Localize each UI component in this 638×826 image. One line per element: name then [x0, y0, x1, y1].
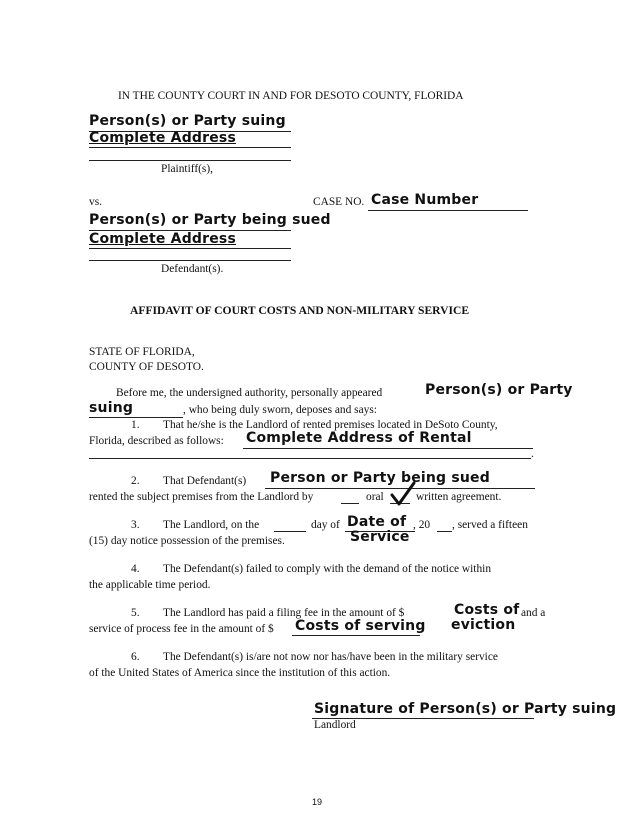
- p5-eviction-fill: eviction: [451, 617, 516, 633]
- p6-number: 6.: [131, 651, 140, 663]
- p6-text: The Defendant(s) is/are not now nor has/have been in the military service: [163, 651, 498, 663]
- p1-extra-line: [89, 458, 531, 459]
- defendant-address-line: [89, 248, 291, 249]
- plaintiff-label: Plaintiff(s),: [161, 163, 213, 175]
- p3-text-a: The Landlord, on the: [163, 519, 260, 531]
- check-mark-icon: [389, 481, 417, 507]
- p2-text: That Defendant(s): [163, 475, 247, 487]
- p4-number: 4.: [131, 563, 140, 575]
- p1-fill-line: [243, 448, 533, 449]
- p3-year-blank: [437, 531, 452, 532]
- p3-day-blank: [274, 531, 306, 532]
- p2-text2: rented the subject premises from the Landlord by: [89, 491, 314, 503]
- p3-date-fill: Date of: [347, 514, 407, 530]
- defendant-extra-line: [89, 260, 291, 261]
- case-label: CASE NO.: [313, 196, 365, 208]
- p3-text-b: day of: [311, 519, 340, 531]
- p3-text-d: , served a fifteen: [452, 519, 528, 531]
- p5-text2: service of process fee in the amount of $: [89, 623, 274, 635]
- p2-written-label: written agreement.: [416, 491, 502, 503]
- court-header: IN THE COUNTY COURT IN AND FOR DESOTO COUNTY, FLORIDA: [118, 90, 464, 102]
- p5-end: and a: [521, 607, 546, 619]
- county-line: COUNTY OF DESOTO.: [89, 361, 204, 373]
- p4-text2: the applicable time period.: [89, 579, 211, 591]
- affidavit-title: AFFIDAVIT OF COURT COSTS AND NON-MILITARY SERVICE: [130, 304, 470, 317]
- vs-label: vs.: [89, 196, 102, 208]
- page-number: 19: [312, 797, 323, 807]
- p5-service-fee-fill: Costs of serving: [295, 618, 426, 634]
- p3-number: 3.: [131, 519, 140, 531]
- intro-text: Before me, the undersigned authority, personally appeared: [116, 387, 383, 399]
- defendant-address: Complete Address: [89, 231, 237, 247]
- p1-number: 1.: [131, 419, 140, 431]
- p2-oral-blank: [341, 503, 359, 504]
- signature-fill: Signature of Person(s) or Party suing: [314, 701, 617, 717]
- plaintiff-address-line: [89, 147, 291, 148]
- p5-service-fee-line: [292, 635, 420, 636]
- p2-defendant-fill: Person or Party being sued: [270, 470, 490, 486]
- intro-appeared-fill: Person(s) or Party: [425, 382, 573, 398]
- p3-service-fill: Service: [350, 529, 410, 545]
- plaintiff-address: Complete Address: [89, 130, 237, 146]
- p3-text2: (15) day notice possession of the premises.: [89, 535, 285, 547]
- plaintiff-extra-line: [89, 160, 291, 161]
- state-line: STATE OF FLORIDA,: [89, 346, 195, 358]
- p2-number: 2.: [131, 475, 140, 487]
- case-number: Case Number: [371, 192, 479, 208]
- p6-text2: of the United States of America since the institution of this action.: [89, 667, 391, 679]
- signature-label: Landlord: [314, 719, 356, 731]
- p1-text2: Florida, described as follows:: [89, 435, 224, 447]
- p5-text: The Landlord has paid a filing fee in the amount of $: [163, 607, 405, 619]
- plaintiff-name: Person(s) or Party suing: [89, 113, 286, 129]
- intro-suing-fill: suing: [89, 400, 134, 416]
- p3-text-c: , 20: [413, 519, 431, 531]
- p1-period: .: [531, 448, 534, 460]
- case-number-line: [368, 210, 528, 211]
- p2-oral-label: oral: [366, 491, 384, 503]
- defendant-label: Defendant(s).: [161, 263, 224, 275]
- p5-filing-fee-fill: Costs of: [454, 602, 520, 618]
- p5-number: 5.: [131, 607, 140, 619]
- intro-sworn-text: , who being duly sworn, deposes and says:: [183, 404, 377, 416]
- p4-text: The Defendant(s) failed to comply with the demand of the notice within: [163, 563, 492, 575]
- p1-rental-address-fill: Complete Address of Rental: [246, 430, 472, 446]
- defendant-name: Person(s) or Party being sued: [89, 212, 331, 228]
- intro-fill-line: [89, 417, 183, 418]
- p1-text: That he/she is the Landlord of rented premises located in DeSoto County,: [163, 419, 498, 431]
